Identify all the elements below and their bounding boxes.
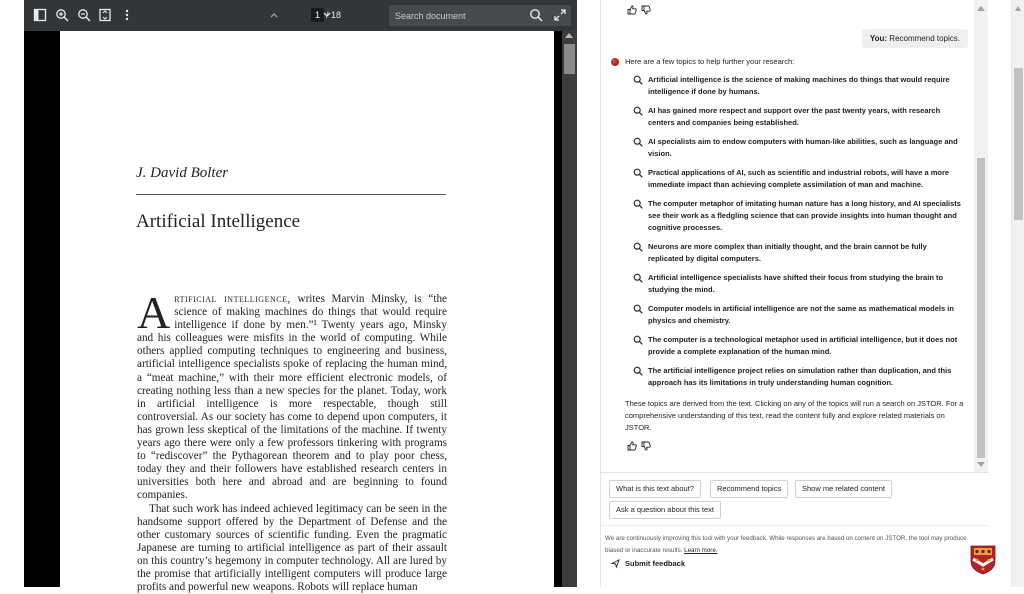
topic-item[interactable] [633, 198, 963, 234]
search-icon [633, 106, 648, 116]
topic-item[interactable] [633, 365, 963, 389]
chevron-down-icon[interactable] [320, 8, 334, 22]
search-icon [633, 242, 648, 252]
user-label: You: [870, 34, 887, 43]
chip-recommend-topics[interactable]: Recommend topics [710, 480, 788, 498]
pdf-viewer [24, 0, 577, 587]
page-number-input[interactable]: 1 [311, 8, 324, 22]
opening-smallcaps: rtificial intelligence, [174, 293, 291, 305]
thumbs-up-icon[interactable] [627, 441, 637, 451]
fullscreen-icon[interactable] [553, 8, 567, 22]
topic-text[interactable]: Artificial intelligence specialists have shifted their focus from studying the brain to studying the mind. [648, 272, 963, 296]
sidebar-toggle-icon[interactable] [33, 8, 47, 22]
topic-list [633, 74, 963, 389]
more-vert-icon[interactable] [120, 8, 134, 22]
topic-text[interactable]: Neurons are more complex than initially thought, and the brain cannot be fully replicated by digital computers. [648, 241, 963, 265]
zoom-out-icon[interactable] [77, 8, 91, 22]
user-message-text: Recommend topics. [887, 34, 960, 43]
topic-item[interactable] [633, 167, 963, 191]
chip-show-related-content[interactable]: Show me related content [795, 480, 892, 498]
search-icon [633, 335, 648, 345]
topic-text[interactable]: Computer models in artificial intelligence are not the same as mathematical models in physics and chemistry. [648, 303, 963, 327]
document-paragraph [137, 293, 447, 503]
chat-history [601, 0, 989, 472]
search-icon [633, 168, 648, 178]
search-icon [633, 137, 648, 147]
learn-more-link[interactable]: Learn more. [684, 547, 717, 554]
page-total: / 18 [326, 8, 341, 22]
search-icon [633, 75, 648, 85]
topic-text[interactable]: The artificial intelligence project relies on simulation rather than duplication, and this approach has its limitations in truly understanding human cognition. [648, 365, 963, 389]
disclaimer-body: We are continuously improving this tool with your feedback. While responses are based on content on JSTOR, the tool may produce biased or inaccurate results. [605, 535, 967, 554]
topic-text[interactable]: The computer metaphor of imitating human nature has a long history, and AI specialists see their work as a fledgling science that can provide insights into human thought and cognitive processes. [648, 198, 963, 234]
research-assistant-panel [600, 0, 988, 587]
assistant-avatar [611, 58, 619, 66]
zoom-in-icon[interactable] [55, 8, 69, 22]
crest-logo [970, 545, 996, 575]
document-paragraph: That such work has indeed achieved legitimacy can be seen in the handsome support offered by the Department of Defense and the other customary sources of scientific funding. Even the pragmatic Japanese are turning to artificial intelligence as part of their assault on this country’s hegemony in computer technology. All are lured by the promise that artificially intelligent computers will produce large profits and powerful new weapons. Robots will replace human [137, 503, 447, 594]
document-page [60, 31, 554, 587]
chat-scrollbar[interactable] [974, 0, 988, 472]
search-document-box [389, 5, 571, 26]
topic-text[interactable]: Artificial intelligence is the science of making machines do things that would require intelligence if done by humans. [648, 74, 963, 98]
topic-text[interactable]: The computer is a technological metaphor used in artificial intelligence, but it does not provide a complete explanation of the human mind. [648, 334, 963, 358]
topic-item[interactable] [633, 105, 963, 129]
assistant-outro: These topics are derived from the text. Clicking on any of the topics will run a search on JSTOR. For a comprehensive understanding of this text, read the content fully and explore related materials on JSTOR. [625, 398, 970, 434]
search-document-input[interactable] [395, 7, 535, 24]
search-icon [633, 273, 648, 283]
title-rule [136, 194, 446, 195]
topic-item[interactable] [633, 272, 963, 296]
document-body [137, 293, 447, 594]
topic-text[interactable]: AI specialists aim to endow computers with human-like abilities, such as language and vision. [648, 136, 963, 160]
thumbs-up-icon[interactable] [627, 5, 637, 15]
submit-feedback-label: Submit feedback [625, 559, 685, 568]
search-icon [633, 304, 648, 314]
fit-page-icon[interactable] [98, 8, 112, 22]
scroll-thumb[interactable] [1014, 68, 1023, 220]
response-feedback-row [627, 441, 651, 451]
search-icon [633, 199, 648, 209]
previous-feedback-row [627, 5, 651, 15]
scroll-up-arrow[interactable] [977, 6, 985, 11]
scroll-down-arrow[interactable] [977, 462, 985, 467]
topic-item[interactable] [633, 241, 963, 265]
page-scrollbar[interactable] [1011, 0, 1024, 587]
document-title: Artificial Intelligence [136, 211, 300, 233]
scroll-thumb[interactable] [564, 44, 575, 74]
search-icon [633, 366, 648, 376]
chip-ask-a-question[interactable]: Ask a question about this text [609, 501, 721, 519]
assistant-intro: Here are a few topics to help further your research: [625, 57, 794, 67]
thumbs-down-icon[interactable] [641, 5, 651, 15]
search-icon[interactable] [529, 8, 543, 22]
chat-footer [601, 525, 989, 587]
chat-divider [601, 472, 989, 473]
scroll-up-arrow[interactable] [1015, 6, 1021, 11]
pdf-toolbar [24, 0, 577, 31]
submit-feedback-button[interactable] [611, 557, 685, 569]
chip-what-is-this-text-about[interactable]: What is this text about? [609, 480, 701, 498]
document-author: J. David Bolter [136, 165, 228, 182]
send-icon [611, 559, 620, 568]
drop-cap: A [137, 295, 170, 331]
chevron-up-icon[interactable] [267, 8, 281, 22]
topic-text[interactable]: AI has gained more respect and support over the past twenty years, with research centers and companies being established. [648, 105, 963, 129]
scroll-up-arrow[interactable] [565, 33, 573, 38]
paragraph-text: writes Marvin Minsky, is “the science of making machines do things that would require intelligence if done by men.”¹ Twenty years ago, Minsky and his colleagues were misfits in the world of computing. While others applied computing techniques to engineering and business, artificial intelligence specialists spoke of replacing the human mind, a “meat machine,” with their more efficient electronic models, of creating nothing less than a new species for the planet. Today, work in artificial intelligence is more respectable, though still controversial. As our society has come to depend upon computers, it has grown less skeptical of the limitations of the machine. If twenty years ago there were only a few professors tinkering with programs to “rediscover” the Pythagorean theorem and to play poor chess, today they and their followers have established research centers in universities both here and abroad and are beginning to found companies. [137, 293, 447, 501]
thumbs-down-icon[interactable] [641, 441, 651, 451]
topic-item[interactable] [633, 334, 963, 358]
scroll-thumb[interactable] [977, 158, 985, 458]
topic-item[interactable] [633, 136, 963, 160]
pdf-scrollbar[interactable] [562, 31, 577, 587]
topic-item[interactable] [633, 74, 963, 98]
topic-item[interactable] [633, 303, 963, 327]
disclaimer-text [605, 533, 980, 557]
user-message [862, 29, 968, 48]
topic-text[interactable]: Practical applications of AI, such as scientific and industrial robots, will have a more immediate impact than achieving complete assimilation of man and machine. [648, 167, 963, 191]
